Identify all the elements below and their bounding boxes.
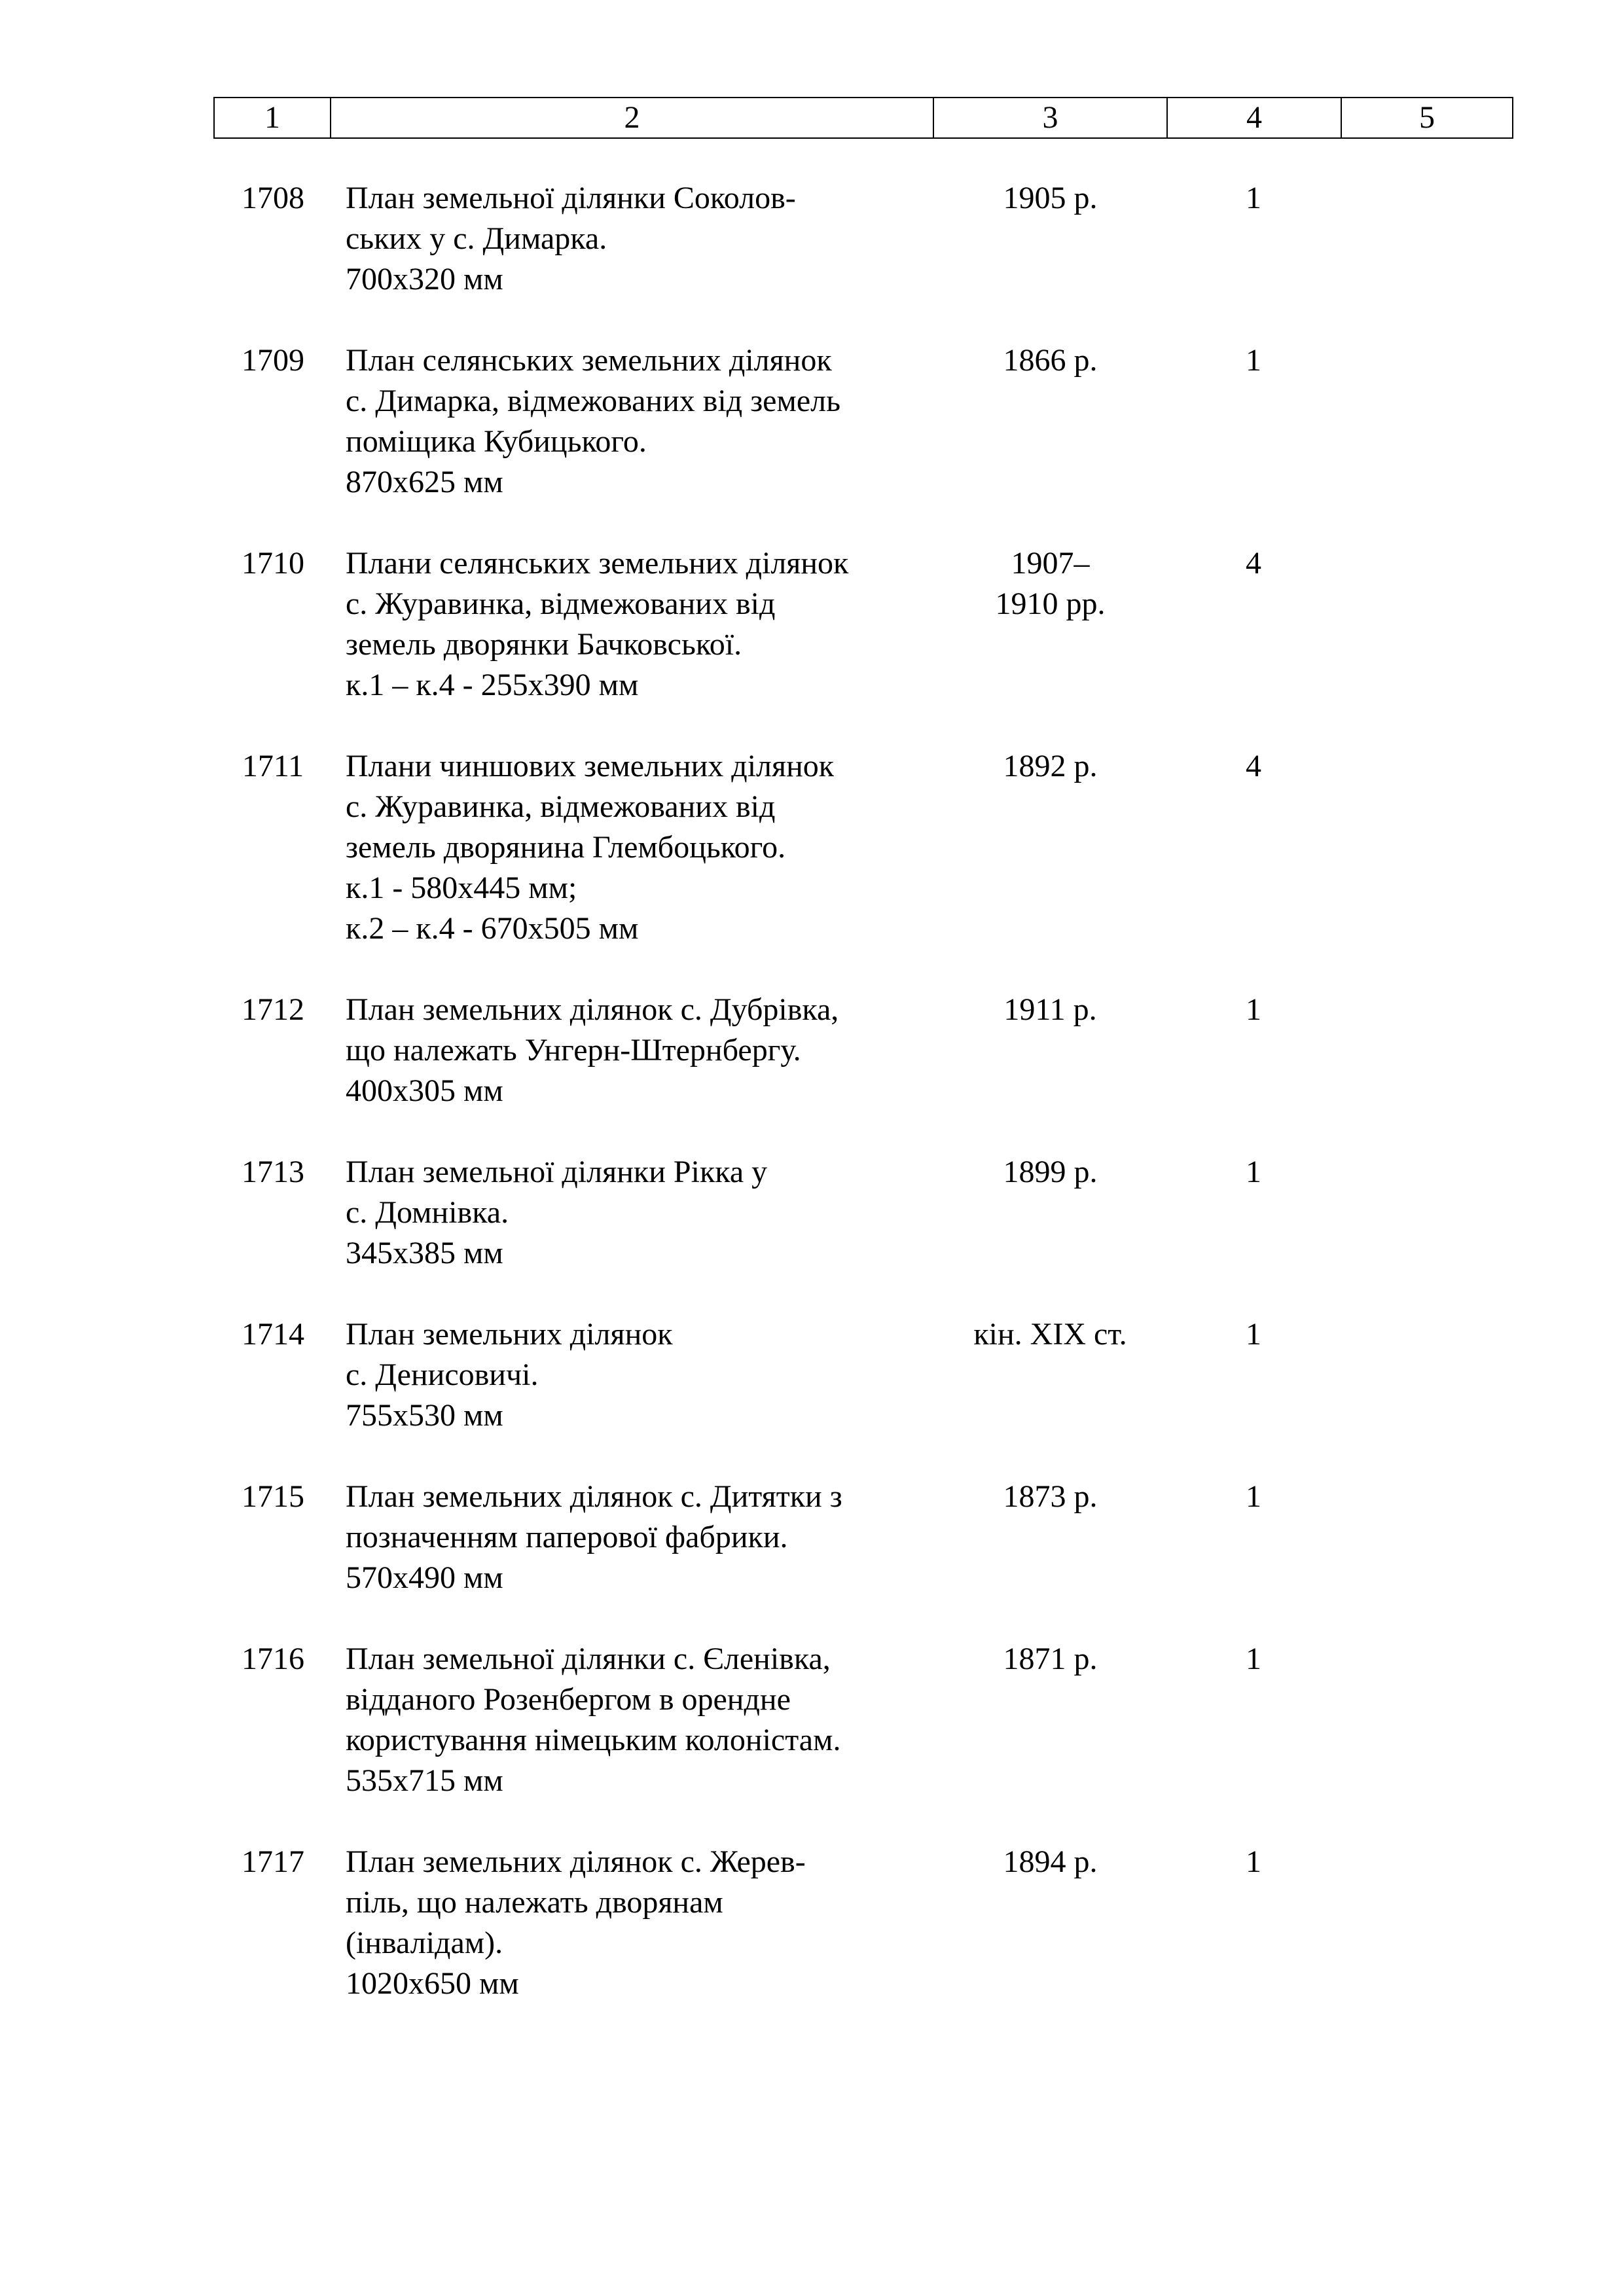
entry-description [346,746,916,949]
catalog-entry [0,1842,1624,2004]
entry-number: 1716 [242,1641,304,1676]
catalog-entry [0,746,1624,949]
entry-title-line: План земельних ділянок с. Жерев- [346,1844,806,1879]
entry-number: 1713 [242,1155,304,1189]
entry-date-line: 1899 р. [1003,1155,1098,1189]
entry-number: 1708 [242,181,304,215]
entry-sheet-count: 1 [1246,1317,1261,1352]
entry-date [933,746,1167,787]
entry-sheet-count: 1 [1246,1641,1261,1676]
entry-date-line: 1911 р. [1003,992,1097,1027]
catalog-entry [0,178,1624,300]
column-header-5: 5 [1419,100,1435,135]
entry-date-line: кін. ХІХ ст. [973,1317,1127,1352]
entry-title-line: План земельних ділянок с. Дубрівка, [346,992,839,1027]
catalog-entry [0,1152,1624,1274]
entry-date [933,1477,1167,1517]
entry-title-line: План селянських земельних ділянок [346,343,832,378]
entry-number: 1715 [242,1479,304,1514]
entry-date [933,1639,1167,1679]
catalog-entry [0,1639,1624,1801]
entry-title-line: План земельних ділянок [346,1317,673,1352]
entry-description [346,1639,916,1801]
entry-title-line: піль, що належать дворянам [346,1885,723,1920]
entry-description [346,1842,916,2004]
entry-sheet-count: 1 [1246,343,1261,378]
entry-title-line: що належать Унгерн-Штернбергу. [346,1033,801,1067]
entry-date [933,178,1167,219]
entry-size: 535х715 мм [346,1763,503,1798]
entry-description [346,1314,916,1436]
entry-size: 570х490 мм [346,1560,503,1595]
entry-description [346,990,916,1111]
entry-title-line: с. Димарка, відмежованих від земель [346,384,840,418]
entry-sheet-count: 1 [1246,992,1261,1027]
entry-date-line: 1892 р. [1003,749,1098,783]
entry-date [933,1842,1167,1882]
entry-sheet-count: 1 [1246,1479,1261,1514]
entry-size: 870х625 мм [346,465,503,499]
column-header-2: 2 [331,98,934,137]
catalog-entry [0,543,1624,706]
entry-date [933,1152,1167,1193]
entry-size: 400х305 мм [346,1073,503,1108]
catalog-entry [0,1314,1624,1436]
entry-number: 1717 [242,1844,304,1879]
entry-description [346,178,916,300]
column-header-row [213,97,1513,139]
entry-size: 700х320 мм [346,262,503,296]
entry-title-line: поміщика Кубицького. [346,424,647,459]
entry-description [346,1152,916,1274]
entry-title-line: План земельної ділянки с. Єленівка, [346,1641,831,1676]
entry-title-line: План земельних ділянок с. Дитятки з [346,1479,842,1514]
entry-title-line: Плани селянських земельних ділянок [346,546,849,581]
entry-list [0,178,1624,2045]
entry-description [346,543,916,706]
entry-sheet-count: 1 [1246,181,1261,215]
entry-size: к.2 – к.4 - 670х505 мм [346,911,639,946]
entry-sheet-count: 1 [1246,1844,1261,1879]
entry-date [933,543,1167,624]
catalog-entry [0,1477,1624,1598]
entry-date-line: 1871 р. [1003,1641,1098,1676]
entry-number: 1711 [242,749,304,783]
entry-sheet-count: 1 [1246,1155,1261,1189]
entry-size: к.1 – к.4 - 255х390 мм [346,668,639,702]
entry-title-line: План земельної ділянки Соколов- [346,181,796,215]
entry-date-line: 1866 р. [1003,343,1098,378]
entry-number: 1709 [242,343,304,378]
entry-title-line: користування німецьким колоністам. [346,1723,841,1757]
column-header-4: 4 [1168,98,1342,137]
entry-size: к.1 - 580х445 мм; [346,870,577,905]
entry-sheet-count: 4 [1246,546,1261,581]
entry-date-line: 1905 р. [1003,181,1098,215]
entry-date-line: 1873 р. [1003,1479,1098,1514]
entry-date [933,1314,1167,1355]
entry-date-line: 1894 р. [1003,1844,1098,1879]
entry-date-line: 1907– [1011,546,1090,581]
entry-title-line: (інвалідам). [346,1926,503,1960]
entry-size: 345х385 мм [346,1236,503,1270]
entry-title-line: земель дворянина Глембоцького. [346,830,786,865]
entry-date [933,990,1167,1030]
catalog-entry [0,990,1624,1111]
entry-title-line: с. Журавинка, відмежованих від [346,586,776,621]
column-header-3: 3 [934,98,1168,137]
entry-number: 1712 [242,992,304,1027]
column-header-1: 1 [215,98,331,137]
entry-description [346,340,916,503]
entry-title-line: позначенням паперової фабрики. [346,1520,788,1554]
entry-title-line: земель дворянки Бачковської. [346,627,742,662]
entry-number: 1714 [242,1317,304,1352]
catalog-entry [0,340,1624,503]
entry-title-line: План земельної ділянки Рікка у [346,1155,768,1189]
entry-date [933,340,1167,381]
entry-title-line: відданого Розенбергом в орендне [346,1682,791,1717]
entry-title-line: Плани чиншових земельних ділянок [346,749,835,783]
entry-title-line: с. Журавинка, відмежованих від [346,789,776,824]
entry-title-line: с. Денисовичі. [346,1357,539,1392]
entry-size: 1020х650 мм [346,1966,519,2001]
entry-number: 1710 [242,546,304,581]
entry-description [346,1477,916,1598]
entry-title-line: с. Домнівка. [346,1195,509,1230]
entry-sheet-count: 4 [1246,749,1261,783]
entry-title-line: ських у с. Димарка. [346,221,607,256]
entry-size: 755х530 мм [346,1398,503,1433]
entry-date-line: 1910 рр. [995,586,1106,621]
